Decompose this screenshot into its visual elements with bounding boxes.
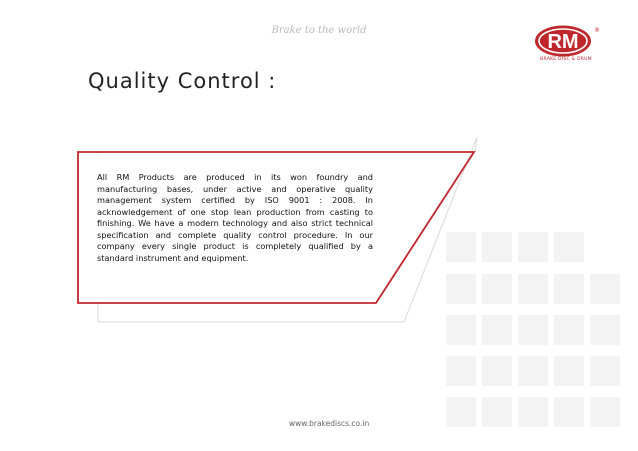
footer-url: www.brakediscs.co.in (289, 419, 370, 428)
header-tagline: Brake to the world (271, 25, 367, 36)
body-paragraph: All RM Products are produced in its won foundry and manufacturing bases, under active and operative quality management system certified by ISO 9001 : 2008. In acknowledgement of one stop lean production from casting to finishing. We have a modern technology and also strict technical specification and complete quality control procedure. In our company every single product is completely qualified by a standard instrument and equipment. (97, 172, 373, 263)
tile-grid-decoration (446, 232, 632, 451)
registered-mark: ® (594, 27, 600, 34)
logo-text: RM (547, 31, 579, 53)
logo-subtitle: BRAKE DISC & DRUM (540, 57, 592, 62)
page-title: Quality Control : (88, 69, 277, 93)
